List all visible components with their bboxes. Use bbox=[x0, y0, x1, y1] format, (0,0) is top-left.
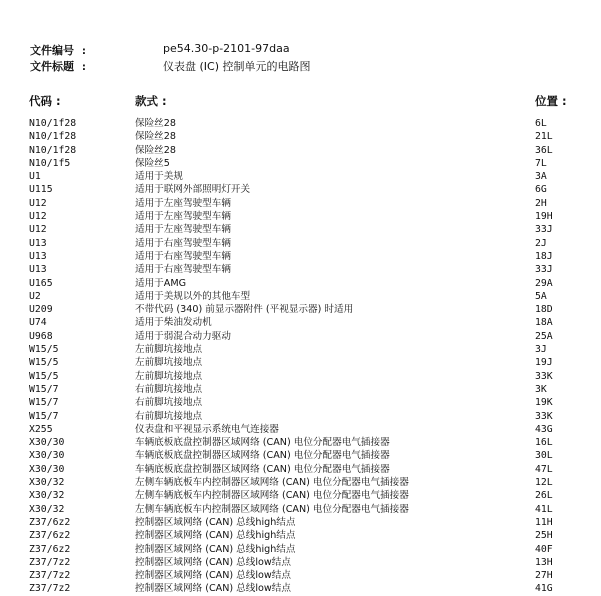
row-code: U968 bbox=[29, 330, 53, 342]
row-model: 左侧车辆底板车内控制器区域网络 (CAN) 电位分配器电气插接器 bbox=[135, 503, 409, 515]
row-code: W15/5 bbox=[29, 370, 59, 382]
row-position: 25A bbox=[535, 330, 553, 342]
column-header-position: 位置 : bbox=[535, 94, 567, 108]
table-row bbox=[0, 343, 601, 356]
row-code: W15/5 bbox=[29, 344, 59, 356]
row-model: 适用于美规以外的其他车型 bbox=[135, 290, 251, 302]
row-position: 25H bbox=[535, 530, 553, 542]
row-model: 适用于右座驾驶型车辆 bbox=[135, 250, 231, 262]
row-model: 保险丝28 bbox=[135, 144, 176, 156]
row-code: X30/30 bbox=[29, 463, 65, 475]
row-model: 适用于左座驾驶型车辆 bbox=[135, 197, 231, 209]
row-code: W15/7 bbox=[29, 383, 59, 395]
row-position: 47L bbox=[535, 463, 553, 475]
row-position: 26L bbox=[535, 490, 553, 502]
row-code: N10/1f28 bbox=[29, 131, 77, 143]
doc-title-label: 文件标题 : bbox=[30, 60, 88, 73]
row-model: 右前脚坑接地点 bbox=[135, 397, 203, 409]
row-code: U115 bbox=[29, 184, 53, 196]
row-model: 控制器区域网络 (CAN) 总线low结点 bbox=[135, 583, 291, 595]
table-row bbox=[0, 383, 601, 396]
table-row bbox=[0, 516, 601, 529]
row-model: 仪表盘和平视显示系统电气连接器 bbox=[135, 423, 279, 435]
row-position: 12L bbox=[535, 477, 553, 489]
row-model: 右前脚坑接地点 bbox=[135, 410, 203, 422]
row-position: 30L bbox=[535, 450, 553, 462]
table-row bbox=[0, 303, 601, 316]
row-code: U12 bbox=[29, 197, 47, 209]
column-header-model: 款式 : bbox=[135, 94, 167, 108]
row-model: 适用于右座驾驶型车辆 bbox=[135, 264, 231, 276]
table-row bbox=[0, 144, 601, 157]
row-position: 16L bbox=[535, 437, 553, 449]
row-position: 6L bbox=[535, 118, 547, 129]
row-position: 41L bbox=[535, 503, 553, 515]
row-model: 控制器区域网络 (CAN) 总线low结点 bbox=[135, 556, 291, 568]
table-row bbox=[0, 316, 601, 329]
row-position: 33K bbox=[535, 410, 553, 422]
table-row bbox=[0, 489, 601, 502]
table-row bbox=[0, 197, 601, 210]
row-model: 保险丝28 bbox=[135, 131, 176, 143]
row-model: 适用于右座驾驶型车辆 bbox=[135, 237, 231, 249]
table-row bbox=[0, 370, 601, 383]
row-code: U1 bbox=[29, 171, 41, 183]
row-code: U13 bbox=[29, 237, 47, 249]
doc-number-label: 文件编号 : bbox=[30, 44, 88, 57]
table-row bbox=[0, 237, 601, 250]
table-row bbox=[0, 436, 601, 449]
row-model: 保险丝28 bbox=[135, 118, 176, 129]
table-row bbox=[0, 263, 601, 276]
row-model: 适用于弱混合动力驱动 bbox=[135, 330, 231, 342]
row-position: 2J bbox=[535, 237, 547, 249]
legend-table bbox=[0, 117, 601, 596]
row-position: 13H bbox=[535, 556, 553, 568]
row-model: 车辆底板底盘控制器区域网络 (CAN) 电位分配器电气插接器 bbox=[135, 463, 390, 475]
row-code: Z37/7z2 bbox=[29, 556, 71, 568]
row-position: 33K bbox=[535, 370, 553, 382]
table-row bbox=[0, 396, 601, 409]
row-position: 18J bbox=[535, 250, 553, 262]
row-model: 左侧车辆底板车内控制器区域网络 (CAN) 电位分配器电气插接器 bbox=[135, 477, 409, 489]
row-position: 3A bbox=[535, 171, 547, 183]
column-header-code: 代码 : bbox=[29, 94, 61, 108]
row-position: 19K bbox=[535, 397, 553, 409]
row-position: 33J bbox=[535, 224, 553, 236]
row-model: 控制器区域网络 (CAN) 总线high结点 bbox=[135, 516, 296, 528]
row-model: 控制器区域网络 (CAN) 总线high结点 bbox=[135, 530, 296, 542]
table-row bbox=[0, 423, 601, 436]
table-row bbox=[0, 476, 601, 489]
table-row bbox=[0, 529, 601, 542]
row-position: 19J bbox=[535, 357, 553, 369]
row-code: Z37/6z2 bbox=[29, 530, 71, 542]
row-model: 适用于左座驾驶型车辆 bbox=[135, 224, 231, 236]
row-code: Z37/7z2 bbox=[29, 570, 71, 582]
row-model: 保险丝5 bbox=[135, 157, 170, 169]
row-code: U165 bbox=[29, 277, 53, 289]
row-model: 左前脚坑接地点 bbox=[135, 357, 203, 369]
table-row bbox=[0, 463, 601, 476]
row-code: X30/32 bbox=[29, 503, 65, 515]
row-model: 适用于柴油发动机 bbox=[135, 317, 212, 329]
row-model: 适用于联网外部照明灯开关 bbox=[135, 184, 251, 196]
row-code: U13 bbox=[29, 250, 47, 262]
row-code: Z37/6z2 bbox=[29, 543, 71, 555]
row-position: 21L bbox=[535, 131, 553, 143]
row-code: U74 bbox=[29, 317, 47, 329]
row-position: 6G bbox=[535, 184, 547, 196]
row-position: 40F bbox=[535, 543, 553, 555]
row-model: 适用于美规 bbox=[135, 171, 183, 183]
row-model: 车辆底板底盘控制器区域网络 (CAN) 电位分配器电气插接器 bbox=[135, 437, 390, 449]
row-code: W15/7 bbox=[29, 410, 59, 422]
row-code: Z37/7z2 bbox=[29, 583, 71, 595]
table-row bbox=[0, 410, 601, 423]
row-code: Z37/6z2 bbox=[29, 516, 71, 528]
row-code: N10/1f28 bbox=[29, 144, 77, 156]
row-code: U2 bbox=[29, 290, 41, 302]
table-row bbox=[0, 543, 601, 556]
row-code: X30/32 bbox=[29, 490, 65, 502]
row-code: X255 bbox=[29, 423, 53, 435]
row-model: 控制器区域网络 (CAN) 总线high结点 bbox=[135, 543, 296, 555]
row-position: 2H bbox=[535, 197, 547, 209]
table-row bbox=[0, 569, 601, 582]
row-code: N10/1f5 bbox=[29, 157, 71, 169]
row-code: W15/5 bbox=[29, 357, 59, 369]
row-code: U12 bbox=[29, 211, 47, 223]
row-position: 33J bbox=[535, 264, 553, 276]
table-row bbox=[0, 223, 601, 236]
row-position: 36L bbox=[535, 144, 553, 156]
row-model: 左侧车辆底板车内控制器区域网络 (CAN) 电位分配器电气插接器 bbox=[135, 490, 409, 502]
row-position: 18D bbox=[535, 304, 553, 316]
row-code: X30/32 bbox=[29, 477, 65, 489]
row-model: 适用于左座驾驶型车辆 bbox=[135, 211, 231, 223]
row-position: 3J bbox=[535, 344, 547, 356]
table-row bbox=[0, 130, 601, 143]
row-position: 5A bbox=[535, 290, 547, 302]
row-model: 右前脚坑接地点 bbox=[135, 383, 203, 395]
row-code: W15/7 bbox=[29, 397, 59, 409]
row-model: 左前脚坑接地点 bbox=[135, 344, 203, 356]
row-position: 19H bbox=[535, 211, 553, 223]
table-row bbox=[0, 582, 601, 595]
row-position: 7L bbox=[535, 157, 547, 169]
table-row bbox=[0, 330, 601, 343]
row-position: 27H bbox=[535, 570, 553, 582]
table-row bbox=[0, 170, 601, 183]
row-code: X30/30 bbox=[29, 450, 65, 462]
row-code: N10/1f28 bbox=[29, 118, 77, 129]
doc-title-value: 仪表盘 (IC) 控制单元的电路图 bbox=[163, 60, 311, 73]
row-code: X30/30 bbox=[29, 437, 65, 449]
table-row bbox=[0, 503, 601, 516]
table-row bbox=[0, 250, 601, 263]
table-row bbox=[0, 117, 601, 130]
row-model: 左前脚坑接地点 bbox=[135, 370, 203, 382]
row-position: 11H bbox=[535, 516, 553, 528]
table-row bbox=[0, 356, 601, 369]
row-model: 控制器区域网络 (CAN) 总线low结点 bbox=[135, 570, 291, 582]
row-position: 43G bbox=[535, 423, 553, 435]
table-row bbox=[0, 290, 601, 303]
row-position: 18A bbox=[535, 317, 553, 329]
row-position: 29A bbox=[535, 277, 553, 289]
table-row bbox=[0, 157, 601, 170]
table-row bbox=[0, 556, 601, 569]
table-row bbox=[0, 210, 601, 223]
row-code: U13 bbox=[29, 264, 47, 276]
row-code: U12 bbox=[29, 224, 47, 236]
table-row bbox=[0, 183, 601, 196]
row-model: 不带代码 (340) 前显示器附件 (平视显示器) 时适用 bbox=[135, 304, 354, 316]
table-row bbox=[0, 277, 601, 290]
table-row bbox=[0, 449, 601, 462]
row-position: 3K bbox=[535, 383, 547, 395]
row-code: U209 bbox=[29, 304, 53, 316]
doc-number-value: pe54.30-p-2101-97daa bbox=[163, 42, 290, 55]
row-model: 车辆底板底盘控制器区域网络 (CAN) 电位分配器电气插接器 bbox=[135, 450, 390, 462]
row-model: 适用于AMG bbox=[135, 277, 187, 289]
row-position: 41G bbox=[535, 583, 553, 595]
